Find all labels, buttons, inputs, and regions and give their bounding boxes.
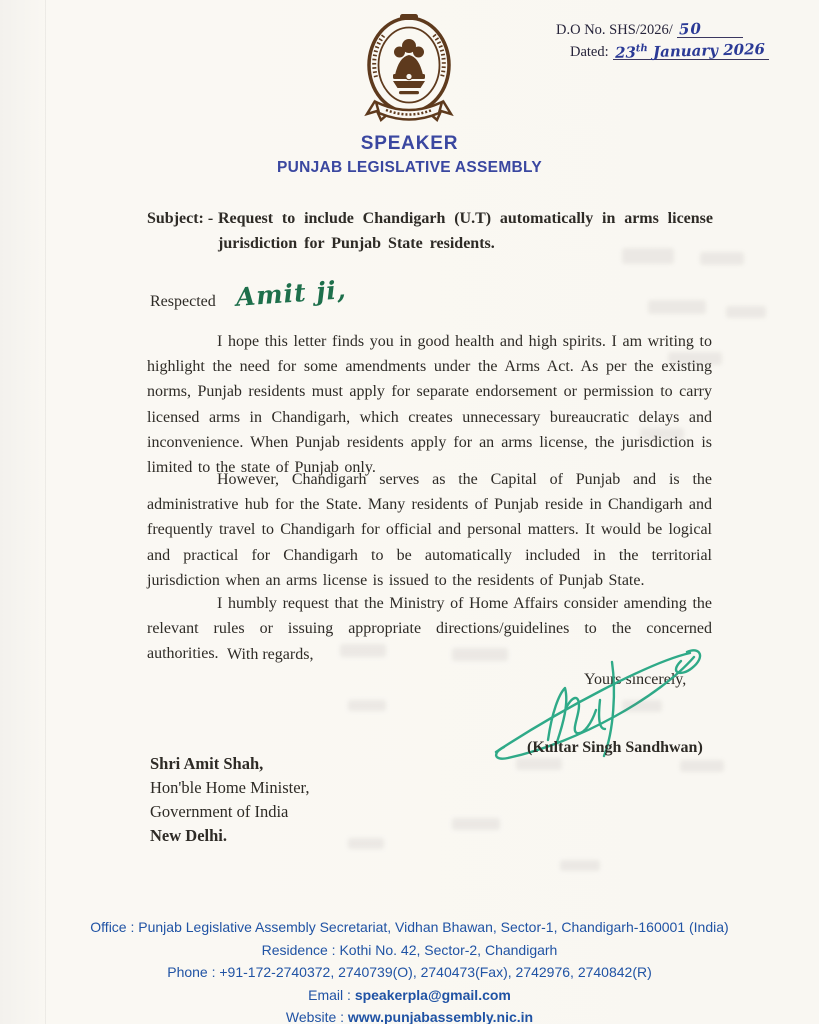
signatory-name: (Kultar Singh Sandhwan) xyxy=(527,739,703,756)
body-paragraph-2: However, Chandigarh serves as the Capital of Punjab and is the administrative hub for the State. Many residents of Punjab reside in Chandigarh and frequently travel to Chandigarh for official and personal matters. It would be logical and practical for Chandigarh to be automatically included in the territorial jurisdiction when an arms license is issued to the residents of Punjab State. xyxy=(147,471,712,589)
bleedthrough-artifact xyxy=(668,352,722,365)
subject-text: Request to include Chandigarh (U.T) automatically in arms license jurisdiction for Punjab State residents. xyxy=(218,210,713,252)
bleedthrough-artifact xyxy=(700,252,744,265)
recipient-name: Shri Amit Shah, xyxy=(150,754,264,773)
bleedthrough-artifact xyxy=(622,700,662,712)
reference-block xyxy=(556,20,786,63)
date-handwritten: 23th January 2026 xyxy=(614,40,765,62)
bleedthrough-artifact xyxy=(622,248,674,264)
body-paragraph-3: I humbly request that the Ministry of Home Affairs consider amending the relevant rules or issuing appropriate directions/guidelines to the concerned authorities. xyxy=(147,595,712,663)
bleedthrough-artifact xyxy=(516,758,562,770)
bleedthrough-artifact xyxy=(648,300,706,314)
recipient-city: New Delhi. xyxy=(150,826,227,845)
footer-phone: Phone : +91-172-2740372, 2740739(O), 2740473(Fax), 2742976, 2740842(R) xyxy=(167,964,652,980)
recipient-address xyxy=(150,752,310,848)
salutation xyxy=(150,275,348,312)
bleedthrough-artifact xyxy=(452,648,508,661)
bleedthrough-artifact xyxy=(348,700,386,711)
do-number-line xyxy=(556,20,786,41)
footer-residence: Residence : Kothi No. 42, Sector-2, Chandigarh xyxy=(261,941,558,958)
org-title: SPEAKER xyxy=(360,133,459,154)
do-number-handwritten: 50 xyxy=(678,19,703,39)
org-header xyxy=(0,133,819,177)
ribbon-banner-icon xyxy=(367,101,451,120)
salutation-printed: Respected xyxy=(150,293,216,310)
bleedthrough-artifact xyxy=(726,306,766,318)
footer-email-value: speakerpla@gmail.com xyxy=(354,986,511,1003)
bleedthrough-artifact xyxy=(452,818,500,830)
salutation-handwritten: Amit ji, xyxy=(234,275,348,312)
footer-email: Email : speakerpla@gmail.com xyxy=(308,986,511,1003)
bleedthrough-artifact xyxy=(348,838,384,849)
org-subtitle: PUNJAB LEGISLATIVE ASSEMBLY xyxy=(276,159,543,176)
lion-capital-icon xyxy=(393,39,425,94)
recipient-designation: Hon'ble Home Minister, xyxy=(150,778,310,797)
bleedthrough-artifact xyxy=(680,760,724,772)
bleedthrough-artifact xyxy=(560,860,600,871)
footer-website-value: www.punjabassembly.nic.in xyxy=(347,1009,534,1024)
valediction: Yours sincerely, xyxy=(584,671,687,688)
closing-line: With regards, xyxy=(227,646,314,663)
do-number-label: D.O No. SHS/2026/ xyxy=(556,22,673,38)
dated-label: Dated: xyxy=(570,44,609,60)
dated-line xyxy=(556,41,786,63)
recipient-org: Government of India xyxy=(150,802,289,821)
punjab-assembly-emblem-icon xyxy=(362,13,456,129)
bleedthrough-artifact xyxy=(640,428,684,440)
footer-office: Office : Punjab Legislative Assembly Secretariat, Vidhan Bhawan, Sector-1, Chandigarh-160001 (India) xyxy=(90,919,729,935)
letterhead-footer xyxy=(0,916,819,1024)
footer-website: Website : www.punjabassembly.nic.in xyxy=(285,1009,534,1024)
bleedthrough-artifact xyxy=(340,644,386,657)
subject-label: Subject: - xyxy=(147,210,214,227)
body-paragraph-1: I hope this letter finds you in good health and high spirits. I am writing to highlight the need for some amendments under the Arms Act. As per the existing norms, Punjab residents must apply for separate endorsement or permission to carry licensed arms in Chandigarh, which creates unnecessary bureaucratic delays and inconvenience. When Punjab residents apply for an arms license, the jurisdiction is limited to the state of Punjab only. xyxy=(147,333,712,477)
